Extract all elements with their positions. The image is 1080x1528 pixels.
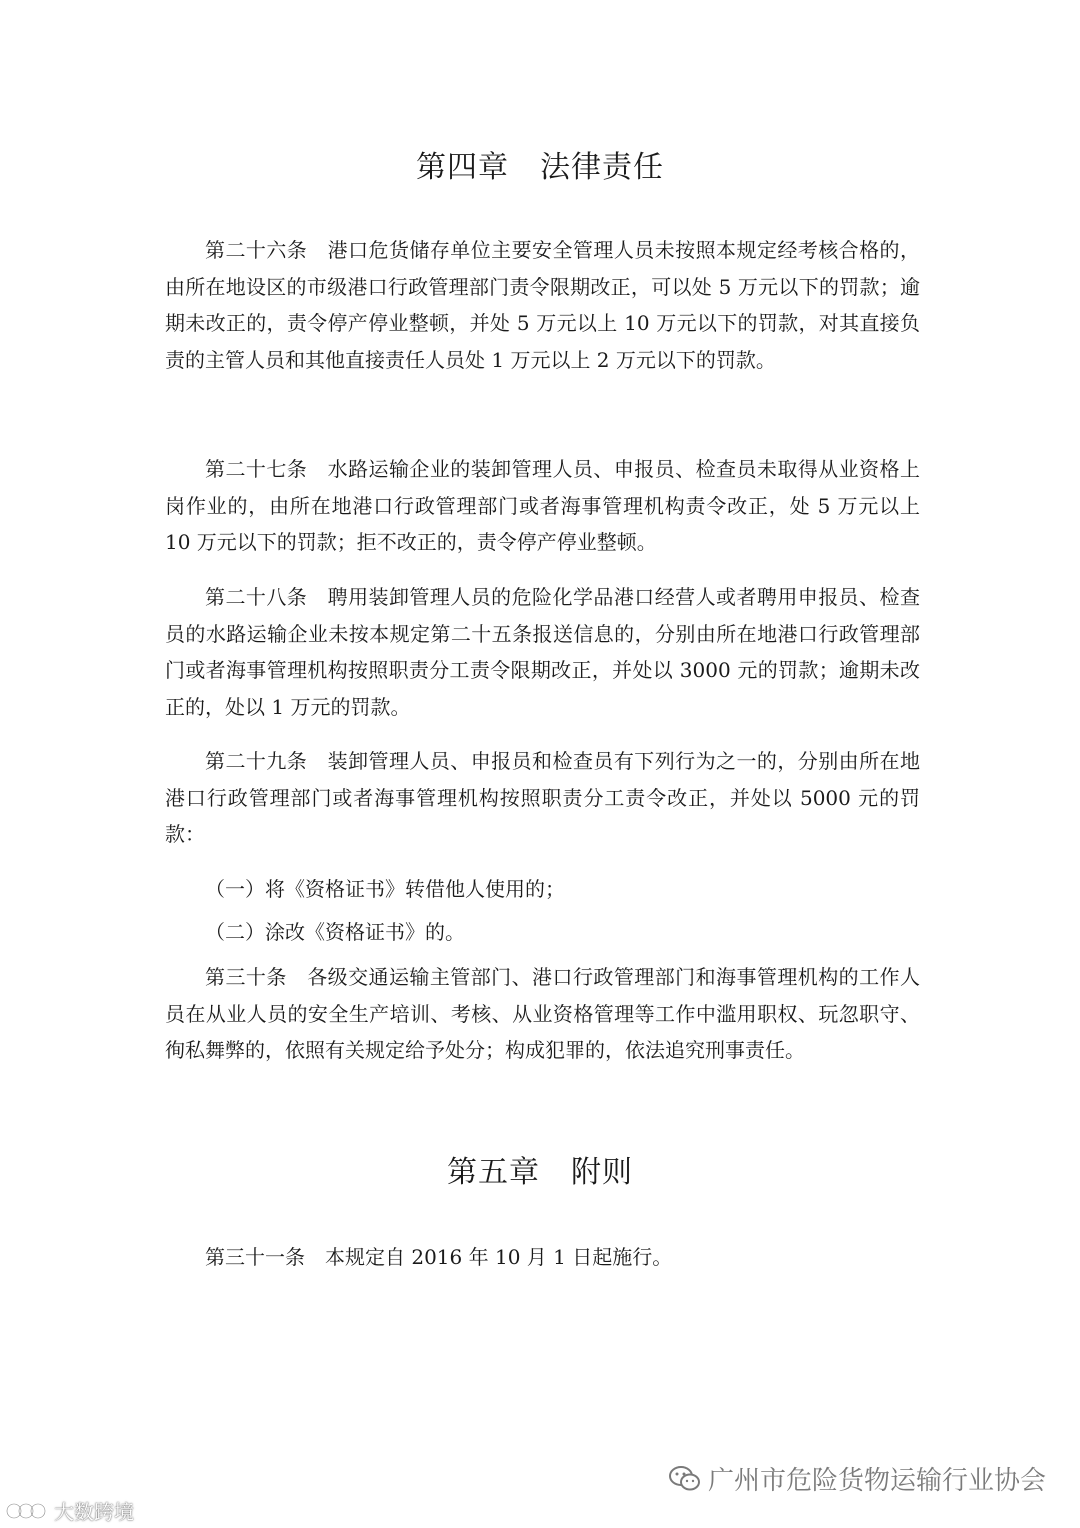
watermark-association bbox=[668, 1460, 1046, 1497]
article-26-text: 第二十六条 港口危货储存单位主要安全管理人员未按照本规定经考核合格的，由所在地设区的市级港口行政管理部门责令限期改正，可以处 5 万元以下的罚款；逾期未改正的，责令停产停业整顿，并处 5 万元以上 10 万元以下的罚款，对其直接负责的主管人员和其他直接责任人员处 1 万元以上 2 万元以下的罚款。 bbox=[165, 238, 920, 372]
watermark-brand bbox=[4, 1496, 134, 1525]
article-29-item-2: （二）涂改《资格证书》的。 bbox=[205, 920, 465, 944]
chapter-5-title: 第五章 附则 bbox=[447, 1155, 633, 1190]
watermark-association-text: 广州市危险货物运输行业协会 bbox=[708, 1466, 1047, 1496]
article-30 bbox=[165, 959, 920, 1069]
article-29-text: 第二十九条 装卸管理人员、申报员和检查员有下列行为之一的，分别由所在地港口行政管理部门或者海事管理机构按照职责分工责令改正，并处以 5000 元的罚款： bbox=[165, 749, 920, 846]
article-29 bbox=[165, 743, 920, 853]
article-27-text: 第二十七条 水路运输企业的装卸管理人员、申报员、检查员未取得从业资格上岗作业的，由所在地港口行政管理部门或者海事管理机构责令改正，处 5 万元以上 10 万元以下的罚款；拒不改正的，责令停产停业整顿。 bbox=[165, 457, 920, 554]
wechat-icon bbox=[668, 1465, 702, 1493]
article-28 bbox=[165, 579, 920, 725]
logo-icon bbox=[4, 1500, 50, 1522]
article-31-text: 第三十一条 本规定自 2016 年 10 月 1 日起施行。 bbox=[205, 1245, 673, 1269]
article-28-text: 第二十八条 聘用装卸管理人员的危险化学品港口经营人或者聘用申报员、检查员的水路运输企业未按本规定第二十五条报送信息的，分别由所在地港口行政管理部门或者海事管理机构按照职责分工责令限期改正，并处以 3000 元的罚款；逾期未改正的，处以 1 万元的罚款。 bbox=[165, 585, 920, 719]
article-27 bbox=[165, 451, 920, 561]
article-26 bbox=[165, 232, 920, 378]
article-29-item-1: （一）将《资格证书》转借他人使用的； bbox=[205, 877, 565, 901]
chapter-4-title: 第四章 法律责任 bbox=[416, 150, 664, 185]
article-30-text: 第三十条 各级交通运输主管部门、港口行政管理部门和海事管理机构的工作人员在从业人员的安全生产培训、考核、从业资格管理等工作中滥用职权、玩忽职守、徇私舞弊的，依照有关规定给予处分；构成犯罪的，依法追究刑事责任。 bbox=[165, 965, 920, 1062]
watermark-brand-text: 大数跨境 bbox=[54, 1500, 134, 1524]
article-31 bbox=[165, 1239, 920, 1276]
